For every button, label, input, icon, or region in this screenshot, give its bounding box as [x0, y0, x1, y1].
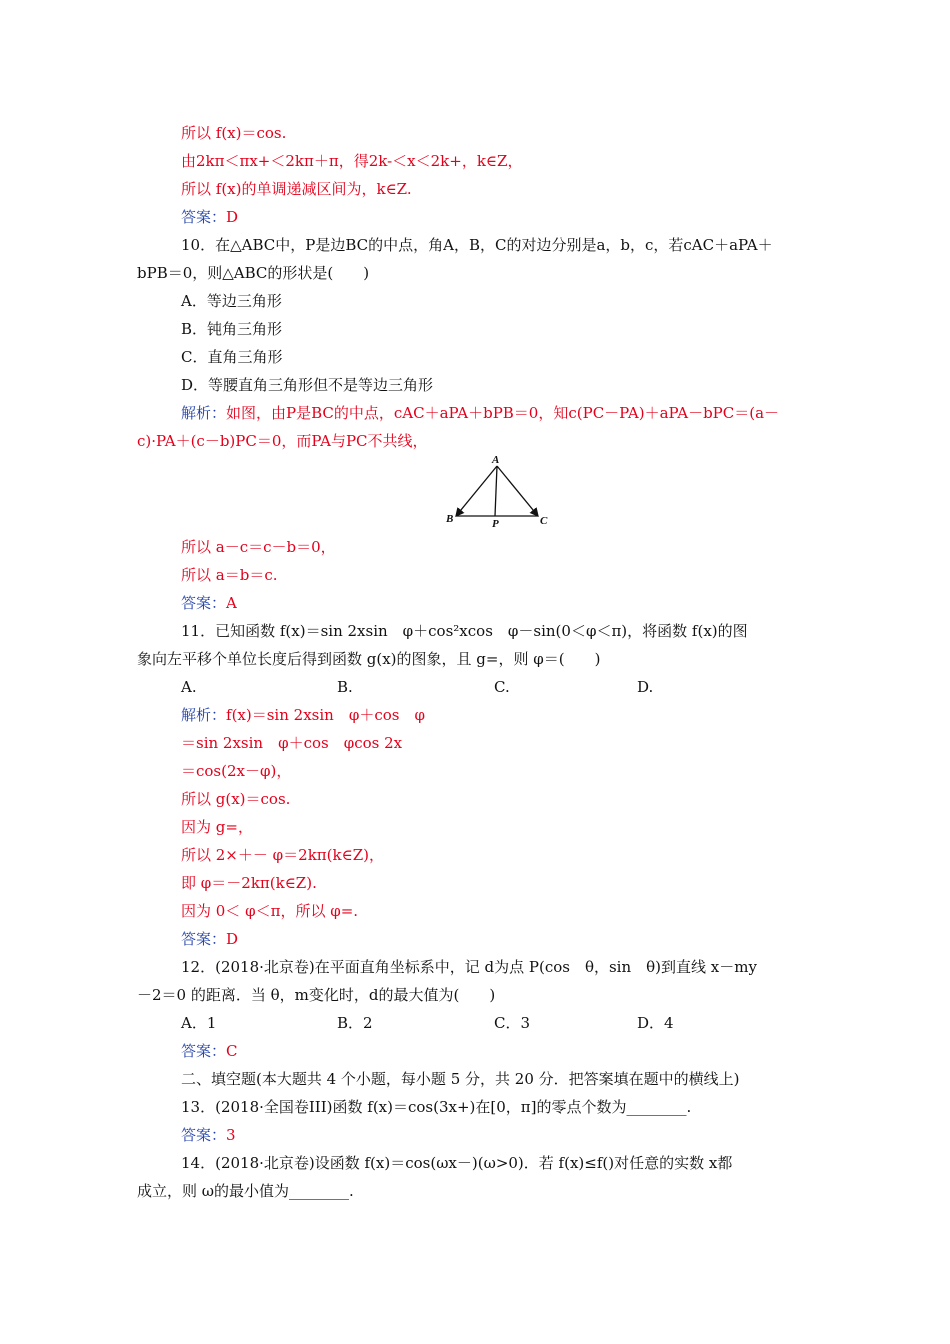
solution-label: 解析： [181, 404, 227, 422]
line-l1: 所以 f(x)＝cos. [181, 124, 287, 142]
question-14-line2: 成立，则 ω的最小值为________. [137, 1182, 354, 1200]
answer-value: A [226, 594, 237, 612]
solution-text: f(x)＝sin 2xsin φ＋cos φ [226, 706, 425, 724]
section-2-heading: 二、填空题(本大题共 4 个小题，每小题 5 分，共 20 分．把答案填在题中的横线上) [181, 1070, 740, 1088]
answer-10 [181, 593, 237, 613]
answer-label: 答案： [181, 594, 227, 612]
question-10-line2: bPB＝0，则△ABC的形状是( ) [137, 264, 370, 282]
label-p: P [492, 518, 499, 530]
question-12-option-a: A．1 [181, 1014, 217, 1032]
question-11-line1: 11．已知函数 f(x)＝sin 2xsin φ＋cos²xcos φ－sin(0＜φ＜π)，将函数 f(x)的图 [181, 622, 748, 640]
answer-label: 答案： [181, 1042, 227, 1060]
segment-ap [495, 466, 497, 516]
solution-11-line6: 所以 2×＋－ φ＝2kπ(k∈Z)， [181, 846, 384, 864]
solution-11-line4: 所以 g(x)＝cos. [181, 790, 291, 808]
triangle-figure [440, 452, 560, 532]
question-11-line2: 象向左平移个单位长度后得到函数 g(x)的图象，且 g=，则 φ＝( ) [137, 650, 601, 668]
question-11-option-b: B. [337, 678, 353, 696]
question-10-option-c: C．直角三角形 [181, 348, 283, 366]
question-12-option-d: D．4 [637, 1014, 674, 1032]
solution-label: 解析： [181, 706, 227, 724]
answer-11 [181, 929, 238, 949]
label-a: A [492, 454, 500, 466]
solution-10-line3: 所以 a－c＝c－b＝0， [181, 538, 336, 556]
label-c: C [540, 515, 548, 527]
answer-12 [181, 1041, 238, 1061]
solution-11-line1 [181, 705, 425, 725]
label-b: B [446, 513, 454, 525]
answer-label: 答案： [181, 930, 227, 948]
solution-11-line3: ＝cos(2x－φ)， [181, 762, 292, 780]
answer-13 [181, 1125, 236, 1145]
question-10-option-b: B．钝角三角形 [181, 320, 283, 338]
solution-11-line5: 因为 g=， [181, 818, 253, 836]
question-11-option-d: D. [637, 678, 654, 696]
answer-9 [181, 207, 238, 227]
segment-ac [497, 466, 538, 516]
question-12-option-c: C．3 [494, 1014, 531, 1032]
solution-11-line8: 因为 0＜ φ＜π，所以 φ=. [181, 902, 359, 920]
answer-label: 答案： [181, 208, 227, 226]
question-12-line2: －2＝0 的距离．当 θ，m变化时，d的最大值为( ) [137, 986, 496, 1004]
line-l3: 所以 f(x)的单调递减区间为，k∈Z. [181, 180, 412, 198]
question-12-line1: 12．(2018·北京卷)在平面直角坐标系中，记 d为点 P(cos θ，sin θ)到直线 x－my [181, 958, 757, 976]
question-10-line1: 10．在△ABC中，P是边BC的中点，角A，B，C的对边分别是a，b，c，若cAC＋aPA＋ [181, 236, 773, 254]
question-14-line1: 14．(2018·北京卷)设函数 f(x)＝cos(ωx－)(ω>0)．若 f(x)≤f()对任意的实数 x都 [181, 1154, 733, 1172]
line-l2: 由2kπ＜πx+＜2kπ＋π，得2k-＜x＜2k+，k∈Z， [181, 152, 523, 170]
solution-text: 如图，由P是BC的中点，cAC＋aPA＋bPB＝0，知c(PC－PA)＋aPA－bPC＝(a－ [226, 404, 780, 422]
solution-11-line2: ＝sin 2xsin φ＋cos φcos 2x [181, 734, 403, 752]
question-11-option-a: A. [181, 678, 197, 696]
question-10-option-d: D．等腰直角三角形但不是等边三角形 [181, 376, 434, 394]
answer-value: 3 [226, 1126, 236, 1144]
answer-value: D [226, 930, 239, 948]
solution-10-line2: c)·PA＋(c－b)PC＝0，而PA与PC不共线， [137, 432, 428, 450]
question-12-option-b: B．2 [337, 1014, 373, 1032]
answer-label: 答案： [181, 1126, 227, 1144]
question-11-option-c: C. [494, 678, 510, 696]
question-13: 13．(2018·全国卷III)函数 f(x)＝cos(3x+)在[0，π]的零点个数为________. [181, 1098, 692, 1116]
segment-ab [456, 466, 497, 516]
answer-value: C [226, 1042, 238, 1060]
question-10-option-a: A．等边三角形 [181, 292, 282, 310]
answer-value: D [226, 208, 239, 226]
solution-11-line7: 即 φ＝－2kπ(k∈Z). [181, 874, 317, 892]
solution-10-line4: 所以 a＝b＝c. [181, 566, 278, 584]
solution-10-line1 [181, 403, 779, 423]
